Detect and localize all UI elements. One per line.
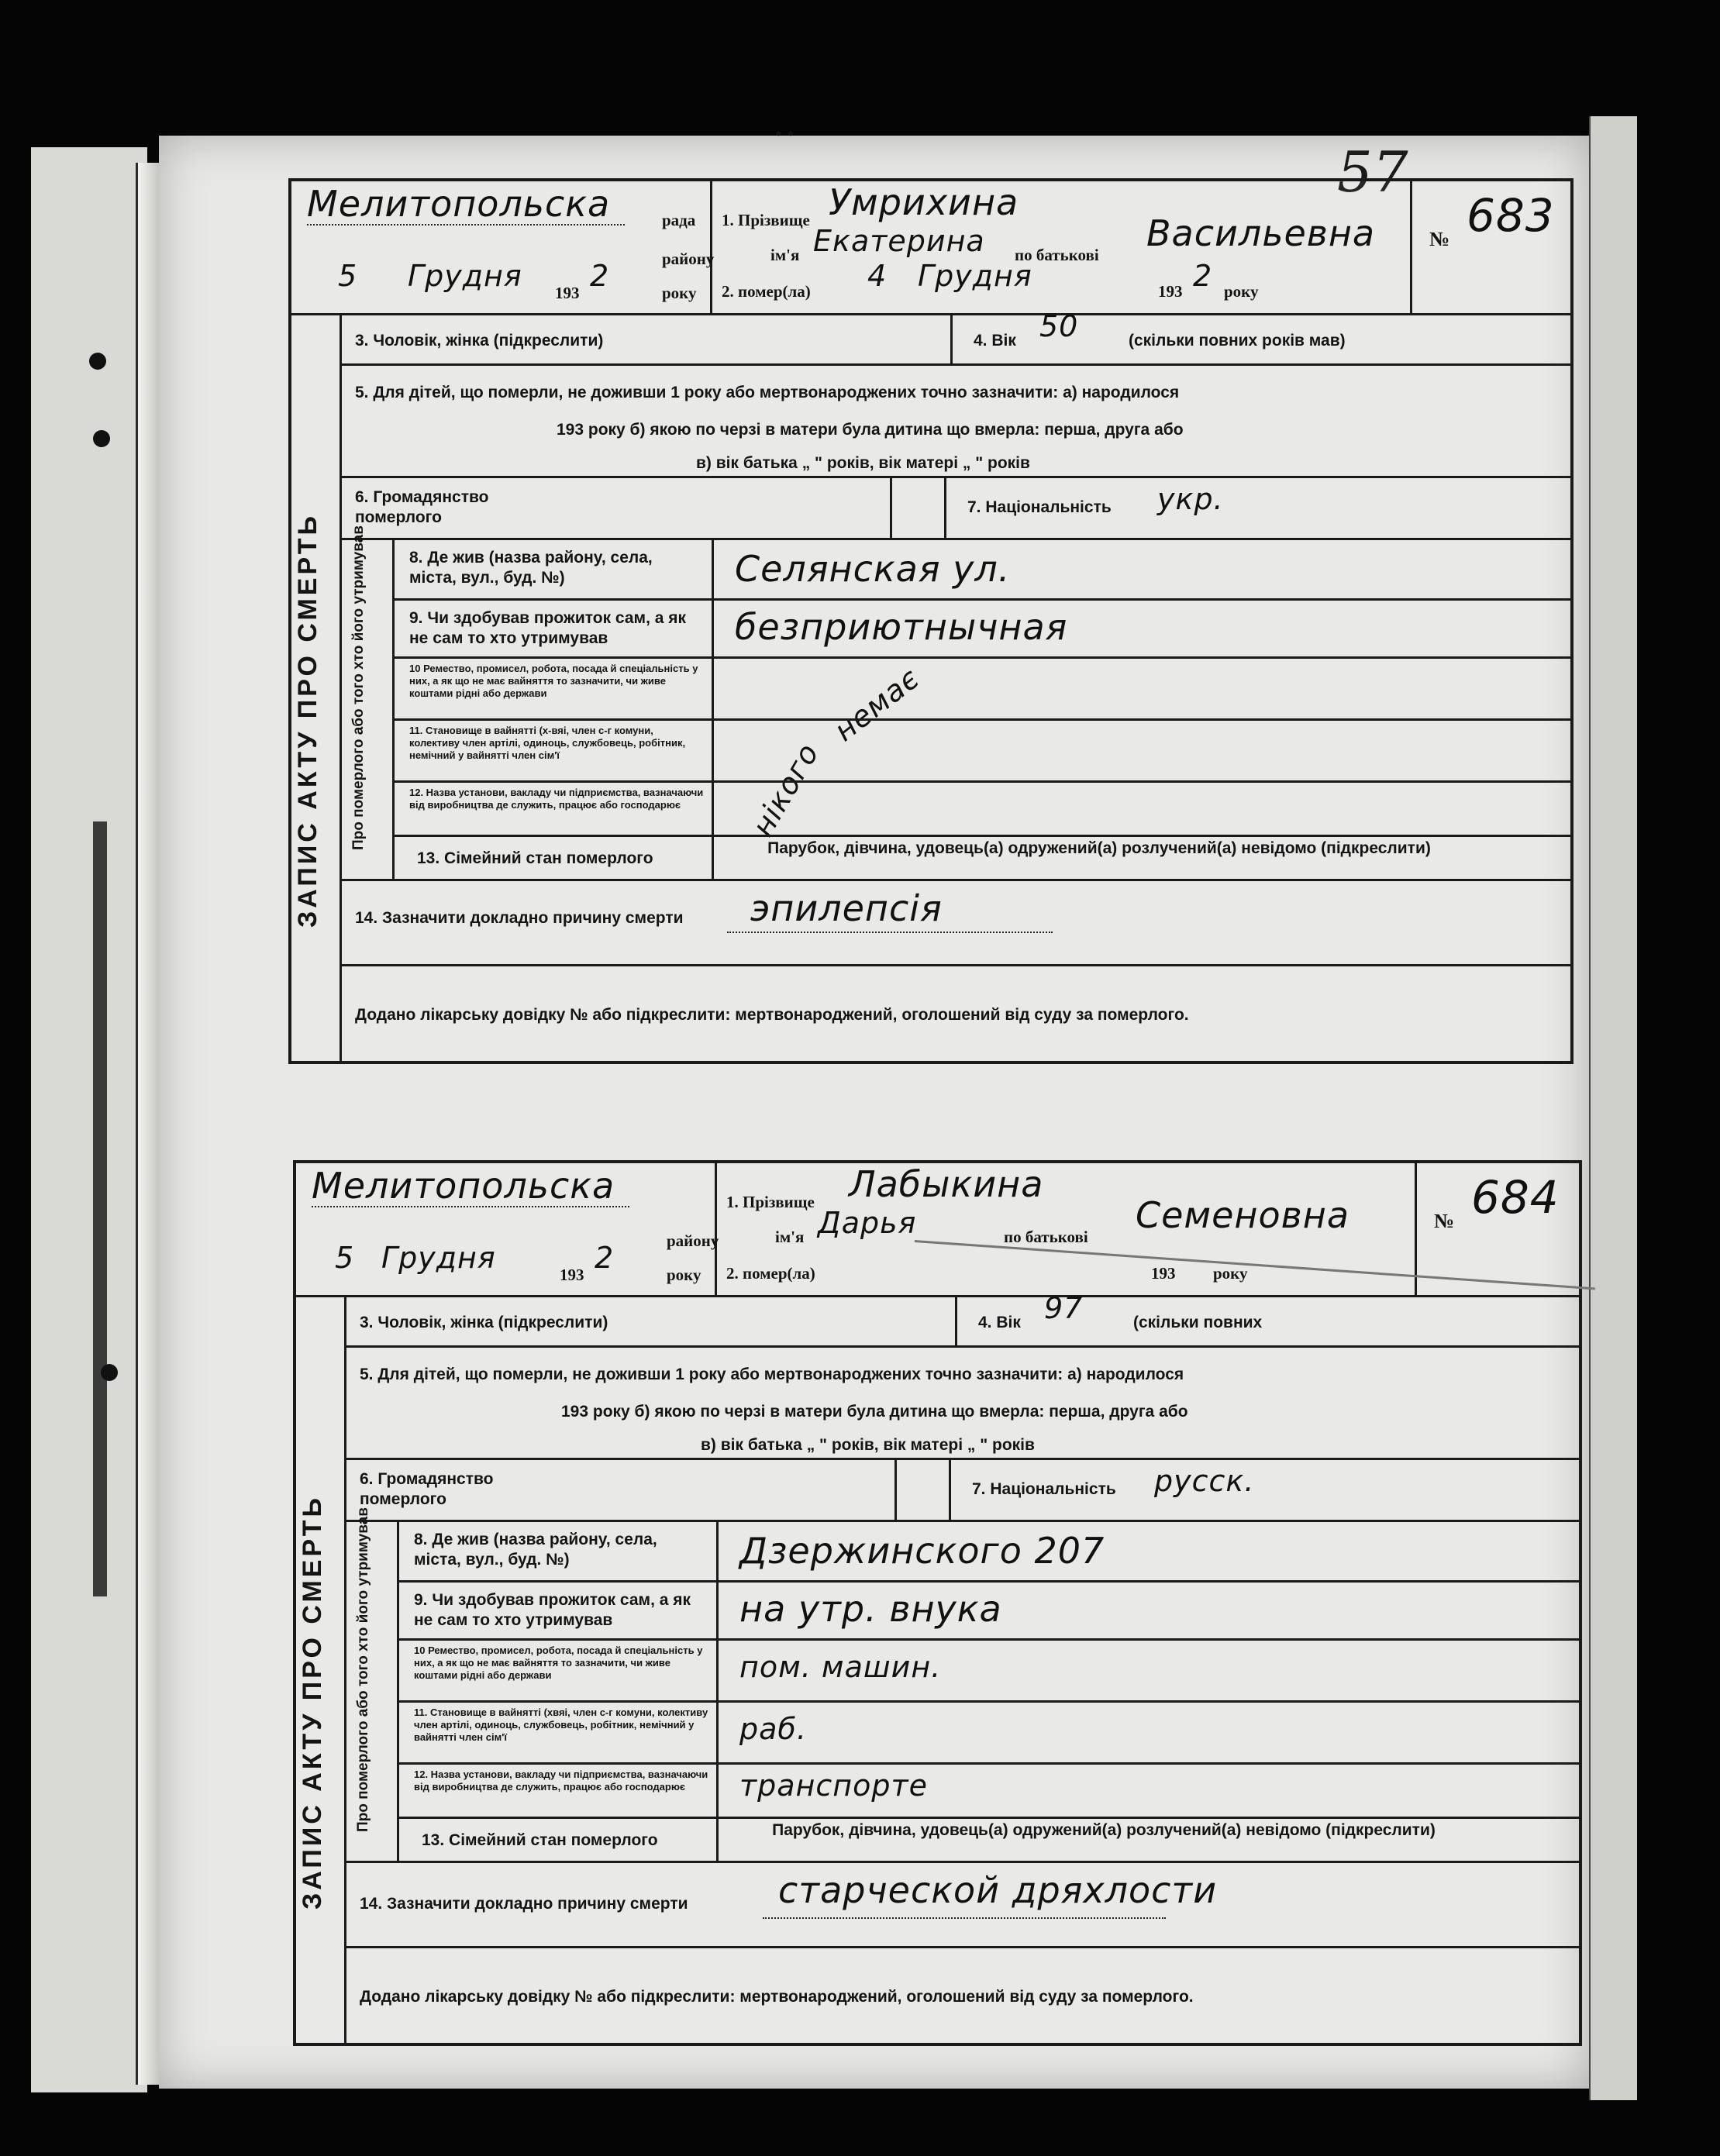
divider (397, 1817, 1579, 1819)
side-title: ЗАПИС АКТУ ПРО СМЕРТЬ (293, 513, 322, 928)
residence-block (344, 1507, 1579, 1863)
name-block (712, 181, 1412, 313)
underline (727, 932, 1053, 933)
council-name: Мелитопольска (307, 183, 611, 225)
record-number-block (1417, 1163, 1579, 1295)
divider (955, 1297, 957, 1345)
ink-dot: • • (775, 122, 795, 145)
died-label: 2. помер(ла) (726, 1264, 815, 1283)
death-record-1 (288, 178, 1574, 1064)
residence-block (340, 525, 1570, 881)
patronymic-label: по батькові (1015, 246, 1099, 264)
underline (307, 224, 625, 226)
death-year-prefix: 193 (1151, 1264, 1176, 1283)
divider (894, 1460, 897, 1522)
field-5-line1: 5. Для дітей, що померли, не доживши 1 року або мертвонароджених точно зазначити: а) народилося (355, 384, 1180, 401)
marital-options: Парубок, дівчина, удовець(а) одружений(а) розлучений(а) невідомо (підкреслити) (767, 839, 1431, 857)
registration-month: Грудня (381, 1241, 496, 1275)
field-citizenship: 6. Громадянство померлого (355, 488, 489, 526)
patronymic-label: по батькові (1004, 1228, 1088, 1246)
record-number: 683 (1467, 189, 1555, 242)
first-name-label: ім'я (775, 1228, 805, 1246)
field-5-line3: в) вік батька „ " років, вік матері „ " років (696, 454, 1030, 472)
field-cause: 14. Зазначити докладно причину смерти (360, 1895, 688, 1913)
field-cause: 14. Зазначити докладно причину смерти (355, 909, 684, 927)
side-subtitle: Про померлого або того хто його утримував (355, 1507, 371, 1832)
footer-row (344, 1946, 1579, 2045)
nationality: русск. (1154, 1464, 1255, 1498)
divider (397, 1522, 399, 1863)
died-label: 2. помер(ла) (722, 282, 811, 301)
field-5-row (344, 1345, 1579, 1460)
district-label: району (662, 250, 715, 268)
field-5-line2: 193 року б) якою по черзі в матери була дитина що вмерла: перша, друга або (557, 421, 1184, 439)
divider (944, 478, 946, 540)
surname: Умрихина (829, 181, 1019, 223)
first-name: Екатерина (813, 224, 985, 258)
field-support: 9. Чи здобував прожиток сам, а як не сам то хто утримував (414, 1591, 691, 1629)
record-number: 684 (1471, 1171, 1560, 1224)
divider (392, 540, 395, 881)
field-workplace: 12. Назва установи, вакладу чи підприємства, вазначаючи від виробництва де служить, працює або господарює (409, 787, 704, 811)
field-6-7-row (344, 1458, 1579, 1522)
death-day: 4 (867, 259, 888, 293)
side-title-column (291, 315, 342, 1061)
year-suffix: року (667, 1266, 701, 1284)
occupation: немає (827, 660, 926, 749)
divider (392, 780, 1570, 783)
surname: Лабыкина (849, 1163, 1044, 1205)
year-prefix: 193 (560, 1266, 584, 1284)
registration-day: 5 (335, 1241, 355, 1275)
council-label: рада (662, 211, 696, 229)
field-employment-status: 11. Становище в вайнятті (хвяі, член с-г комуни, колективу член артілі, одиноць, службовець, робітник, немічний у вайнятті член сім'ї (414, 1707, 708, 1743)
registration-year: 2 (590, 259, 610, 293)
workplace: транспорте (739, 1769, 929, 1803)
registration-year: 2 (595, 1241, 615, 1275)
divider (397, 1580, 1579, 1583)
paper-edge (1589, 116, 1637, 2100)
side-subtitle: Про померлого або того хто його утримував (350, 525, 367, 850)
divider (890, 478, 892, 540)
surname-label: 1. Прізвище (722, 211, 810, 229)
binding-hole (93, 430, 110, 447)
cause-of-death: эпилепсія (750, 887, 943, 929)
year-suffix: року (662, 284, 697, 302)
field-support: 9. Чи здобував прожиток сам, а як не сам то хто утримував (409, 609, 687, 647)
age: 50 (1039, 309, 1079, 343)
side-title-column (296, 1297, 346, 2043)
field-employment-status: 11. Становище в вайнятті (х-вяі, член с-г комуни, колективу член артілі, одиноць, службовець, робітник, немічний у вайнятті член сім'ї (409, 725, 686, 761)
page-number: 57 (1337, 139, 1408, 205)
record-number-block (1412, 181, 1570, 313)
divider (392, 598, 1570, 601)
registration-day: 5 (338, 259, 358, 293)
field-6-7-row (340, 476, 1570, 540)
binder-fold-shadow (93, 821, 107, 1596)
record-body (291, 309, 1570, 1061)
field-residence: 8. Де жив (назва району, села, міста, вул., буд. №) (409, 549, 653, 587)
field-5-row (340, 363, 1570, 478)
divider (950, 315, 953, 363)
divider (397, 1638, 1579, 1641)
death-month: Грудня (918, 259, 1032, 293)
side-title: ЗАПИС АКТУ ПРО СМЕРТЬ (298, 1495, 327, 1910)
patronymic: Семеновна (1136, 1194, 1350, 1236)
patronymic: Васильевна (1146, 212, 1376, 254)
surname-label: 1. Прізвище (726, 1193, 815, 1211)
field-sex: 3. Чоловік, жінка (підкреслити) (355, 332, 604, 350)
field-marital: 13. Сімейний стан померлого (417, 849, 653, 867)
residence: Селянская ул. (735, 548, 1011, 590)
underline (312, 1206, 629, 1207)
divider (392, 718, 1570, 721)
field-5-line1: 5. Для дітей, що померли, не доживши 1 року або мертвонароджених точно зазначити: а) народилося (360, 1366, 1184, 1383)
divider (392, 656, 1570, 659)
death-year: 2 (1193, 259, 1213, 293)
divider (716, 1522, 719, 1863)
death-year-prefix: 193 (1158, 282, 1183, 301)
support: безприютнычная (735, 606, 1068, 648)
binding-hole (101, 1364, 118, 1381)
divider (397, 1700, 1579, 1703)
occupation: пом. машин. (739, 1650, 942, 1684)
field-5-line2: 193 року б) якою по черзі в матери була дитина що вмерла: перша, друга або (561, 1403, 1188, 1421)
field-14-row (340, 879, 1570, 966)
year-prefix: 193 (555, 284, 580, 302)
divider (712, 540, 714, 881)
divider (397, 1762, 1579, 1765)
binding-hole (89, 353, 106, 370)
residence: Дзержинского 207 (739, 1530, 1105, 1572)
field-workplace: 12. Назва установи, вакладу чи підприємства, вазначаючи від виробництва де служить, працює або господарює (414, 1769, 708, 1793)
field-nationality-label: 7. Національність (967, 498, 1112, 516)
field-occupation: 10 Ремество, промисел, робота, посада й спеціальність у них, а як що не має вайняття то зазначити, чи живе коштами рідні або держави (414, 1645, 703, 1681)
cause-of-death: старческой дряхлости (778, 1869, 1218, 1911)
marital-options: Парубок, дівчина, удовець(а) одружений(а) розлучений(а) невідомо (підкреслити) (772, 1821, 1436, 1839)
council-name: Мелитопольска (312, 1165, 615, 1207)
field-nationality-label: 7. Національність (972, 1480, 1116, 1498)
footer-note: Додано лікарську довідку № або підкреслити: мертвонароджений, оголошений від суду за померлого. (355, 1006, 1189, 1024)
field-14-row (344, 1861, 1579, 1948)
district-label: району (667, 1231, 719, 1250)
divider (949, 1460, 951, 1522)
field-age-label: 4. Вік (978, 1314, 1021, 1331)
age: 97 (1044, 1291, 1084, 1325)
nationality: укр. (1157, 482, 1224, 516)
number-label: № (1429, 228, 1450, 250)
field-occupation: 10 Ремество, промисел, робота, посада й спеціальність у них, а як що не має вайняття то зазначити, чи живе коштами рідні або держави (409, 663, 698, 699)
first-name-label: ім'я (770, 246, 800, 264)
field-age-suffix: (скільки повних років мав) (1129, 332, 1346, 350)
field-age-label: 4. Вік (974, 332, 1016, 350)
field-citizenship: 6. Громадянство померлого (360, 1470, 494, 1508)
binder-spine (31, 147, 147, 2092)
divider (392, 835, 1570, 837)
first-name: Дарья (818, 1206, 917, 1240)
field-age-suffix: (скільки повних (1133, 1314, 1263, 1331)
death-year-suffix: року (1213, 1264, 1248, 1283)
death-year-suffix: року (1224, 282, 1259, 301)
underline (763, 1917, 1166, 1919)
support: на утр. внука (739, 1588, 1002, 1630)
field-sex: 3. Чоловік, жінка (підкреслити) (360, 1314, 608, 1331)
registration-block (296, 1163, 717, 1295)
registration-month: Грудня (408, 259, 522, 293)
registration-block (291, 181, 715, 313)
employment-status: нікого (745, 737, 826, 842)
record-body (296, 1291, 1579, 2043)
footer-row (340, 964, 1570, 1063)
death-record-2 (293, 1160, 1582, 2046)
employment-status: раб. (739, 1712, 807, 1746)
number-label: № (1434, 1210, 1455, 1232)
field-marital: 13. Сімейний стан померлого (422, 1831, 658, 1849)
field-residence: 8. Де жив (назва району, села, міста, вул., буд. №) (414, 1531, 657, 1569)
field-5-line3: в) вік батька „ " років, вік матері „ " років (701, 1436, 1035, 1454)
footer-note: Додано лікарську довідку № або підкреслити: мертвонароджений, оголошений від суду за померлого. (360, 1988, 1194, 2006)
